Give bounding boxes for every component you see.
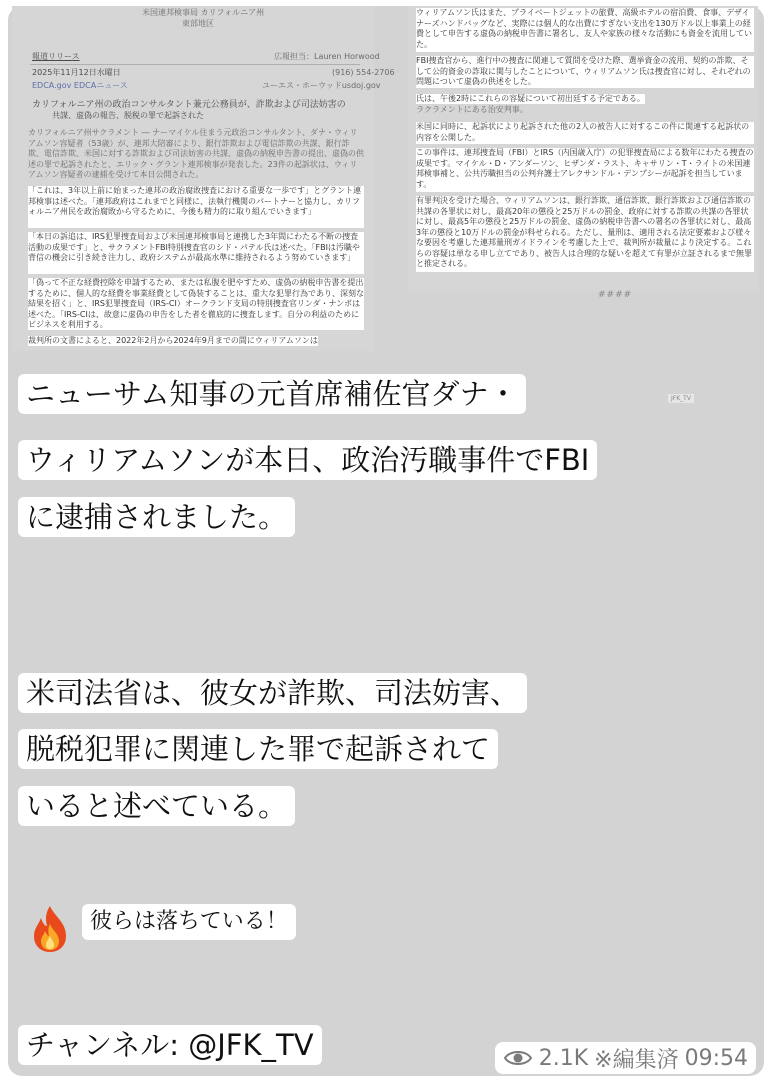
caption-line-6: いると述べている。: [18, 786, 295, 826]
doc-agency: 米国連邦検事局 カリフォルニア州: [142, 8, 265, 17]
doc-email: ユーエス・ホーウッドusdoj.gov: [262, 81, 381, 90]
view-count: 2.1K: [538, 1045, 589, 1071]
doc-right-para-1: ウィリアムソン氏はまた、プライベートジェットの旅費、高級ホテルの宿泊費、食事、デザイナーズハンドバッグなど、実際には個人的な出費にすぎない支出を130万ドル以上事業上の経費として申告する虚偽の納税申告書に署名し、友人や家族の様々な活動にも資金を流用していた。: [416, 8, 754, 52]
doc-quote-2: 「本日の訴追は、IRS犯罪捜査局および米国連邦検事局と連携した3年間にわたる不断の捜査活動の成果です」と、サクラメントFBI特別捜査官のシド・パテル氏は述べた。「FBIは汚職や背信の機会に引き続き注力し、政府システムが最高水準に維持されるよう努めていきます」: [28, 232, 364, 274]
doc-right-para-3b: ラクラメントにある治安判事。: [416, 105, 528, 114]
doc-contact: 広報担当：Lauren Horwood: [274, 52, 380, 61]
fire-icon: [28, 904, 72, 954]
caption-line-1: ニューサム知事の元首席補佐官ダナ・: [18, 374, 526, 414]
caption-line-2: ウィリアムソンが本日、政治汚職事件でFBI: [18, 440, 597, 480]
cta-text: 彼らは落ちている！: [82, 904, 296, 940]
eye-icon: [503, 1048, 533, 1068]
doc-right-para-2: FBI捜査官から、進行中の捜査に関連して質問を受けた際、選挙資金の流用、契約の詐欺、そして公的資金の詐取に関与したことについて、ウィリアムソン氏は捜査官に対し、それぞれの問題について虚偽の供述をした。: [416, 56, 754, 88]
doc-quote-3: 「偽って不正な経費控除を申請するため、または私腹を肥やすため、虚偽の納税申告書を提出するために、個人的な経費を事業経費として偽装することは、重大な犯罪行為であり、深刻な結果を招く」と、IRS犯罪捜査局（IRS-CI）オークランド支局の特別捜査官リンダ・ナンボは述べた。「IRS-CIは、故意に虚偽の申告をした者を徹底的に捜査します。自分の利益のためにビジネスを利用する。: [28, 278, 364, 329]
doc-headline-1: カリフォルニア州の政治コンサルタント兼元公務員が、詐欺および司法妨害の: [32, 100, 346, 110]
doc-date: 2025年11月12日水曜日: [32, 68, 121, 77]
doc-bottom-line: 裁判所の文書によると、2022年2月から2024年9月までの間にウィリアムソンは: [28, 336, 318, 345]
press-release-image-left: [12, 6, 395, 351]
doc-para-1: カリフォルニア州サクラメント ― ナーマイケル住まう元政治コンサルタント、ダナ・ウィリアムソン容疑者（53歳）が、連邦大陪審により、銀行詐欺および電信詐欺の共謀、銀行詐欺、電信詐欺、米国に対する詐欺および司法妨害の共謀、虚偽の納税申告書の提出、虚偽の供述の罪で起訴されたと、エリック・グラント連邦検事が発表した。23件の起訴状は、ウィリアムソン容疑者の逮捕を受けて本日公開された。: [28, 128, 364, 179]
message-meta: [495, 1042, 756, 1074]
watermark-tag: JFK_TV: [668, 394, 694, 403]
doc-phone: (916) 554-2706: [332, 68, 395, 77]
doc-headline-2: 共謀、虚偽の報告、脱税の罪で起訴された: [52, 111, 204, 120]
doc-right-para-5: この事件は、連邦捜査局（FBI）とIRS（内国歳入庁）の犯罪捜査局による数年にわたる捜査の成果です。マイケル・D・アンダーソン、ヒザンダ・ラスト、キャサリン・T・ライトの米国連邦検事補と、公共汚職担当の公判弁護士アレクサンドル・デンプシーが起訴を担当しています。: [416, 148, 754, 192]
doc-right-para-6: 有罪判決を受けた場合、ウィリアムソンは、銀行詐欺、通信詐欺、銀行詐欺および通信詐欺の共謀の各罪状に対し、最高20年の懲役と25万ドルの罰金、政府に対する詐欺の共謀の各罪状に対し、最高5年の懲役と25万ドルの罰金、虚偽の納税申告書への署名の各罪状に対し、最高3年の懲役と10万ドルの罰金が科せられる。ただし、量刑は、適用される法定要素および様々な要因を考慮した連邦量刑ガイドラインを考慮した上で、裁判所が裁量により決定する。これらの容疑は単なる申し立てであり、被告人は合理的な疑いを超えて有罪が立証されるまで無罪と推定される。: [416, 196, 754, 272]
press-release-image-right: [408, 6, 758, 291]
timestamp: 09:54: [684, 1045, 748, 1071]
caption-line-5: 脱税犯罪に関連した罪で起訴されて: [18, 729, 498, 769]
doc-release-type: 報道リリース: [32, 52, 80, 61]
doc-divider: [30, 64, 360, 65]
doc-district: 東部地区: [182, 19, 214, 28]
caption-line-3: に逮捕されました。: [18, 497, 295, 537]
channel-handle[interactable]: チャンネル: @JFK_TV: [18, 1025, 322, 1065]
caption-line-4: 米司法省は、彼女が詐欺、司法妨害、: [18, 673, 527, 713]
doc-website: EDCA.gov EDCAニュース: [32, 81, 128, 90]
doc-end-mark: ####: [598, 290, 633, 300]
doc-quote-1: 「これは、3年以上前に始まった連邦の政治腐敗捜査における重要な一歩です」とグラント連邦検事は述べた。「連邦政府はこれまでと同様に、法執行機関のパートナーと協力し、カリフォルニア州民を政治腐敗から守るために、今後も精力的に取り組んでいきます」: [28, 186, 364, 228]
doc-right-para-3: 氏は、午後2時にこれらの容疑について初出廷する予定である。: [416, 94, 645, 103]
message-bubble: [8, 6, 764, 1076]
doc-right-para-4: 米国に同時に、起訴状により起訴された他の2人の被告人に対するこの件に関連する起訴状の内容を公開した。: [416, 122, 754, 144]
edited-label: ※編集済: [594, 1047, 679, 1073]
